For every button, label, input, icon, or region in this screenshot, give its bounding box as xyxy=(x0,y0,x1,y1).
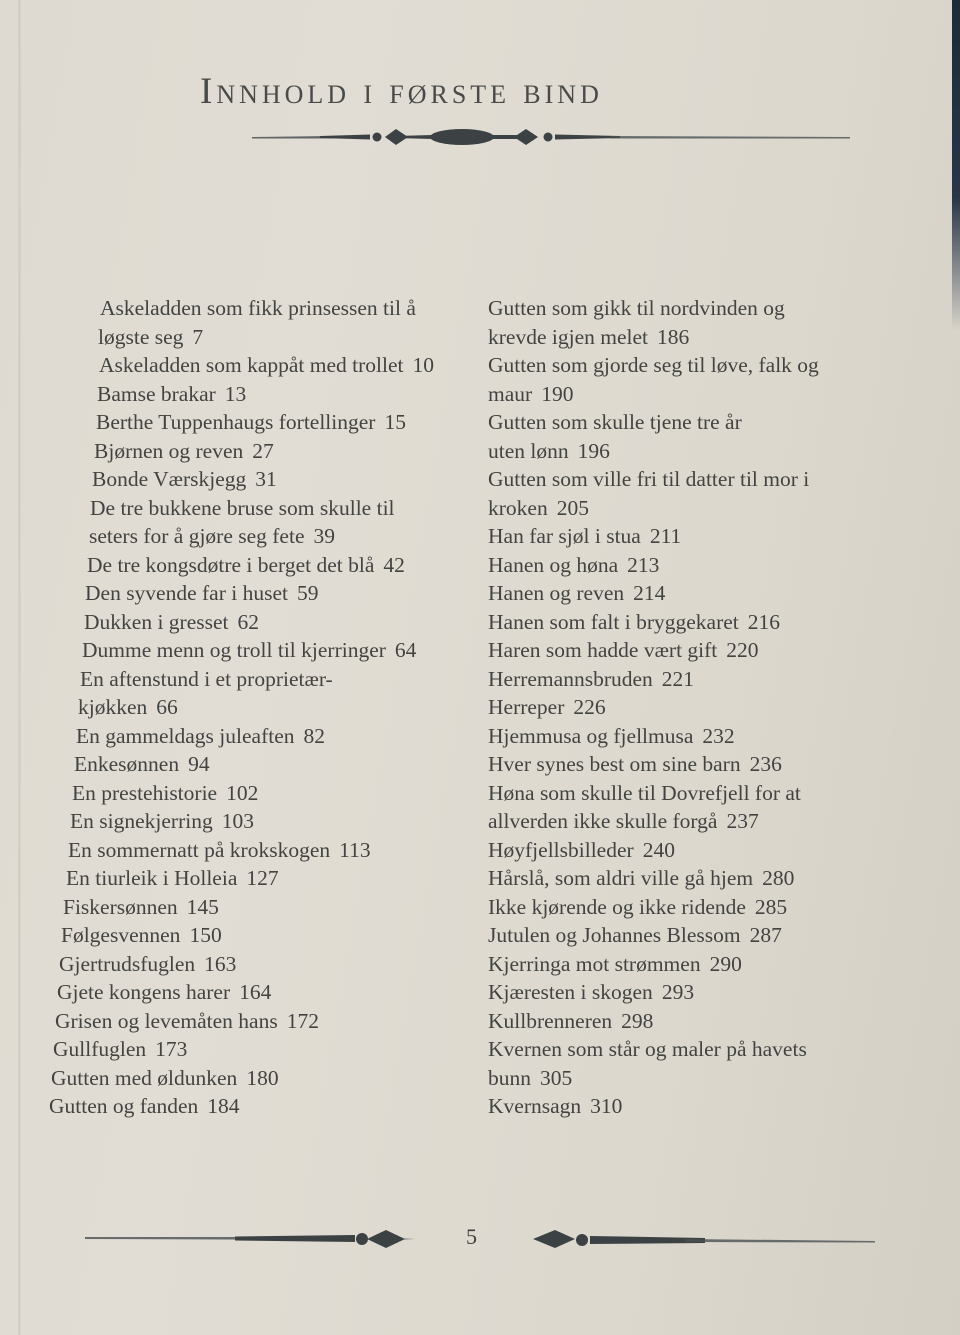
toc-entry-title: En aftenstund i et proprietær- xyxy=(80,666,333,691)
toc-entry-title: Jutulen og Johannes Blessom xyxy=(488,923,741,947)
toc-entry xyxy=(0,1092,470,1121)
toc-entry-title: Bonde Værskjegg xyxy=(92,467,247,491)
toc-entry xyxy=(0,1035,470,1064)
toc-entry xyxy=(0,779,470,808)
toc-entry-page-number: 240 xyxy=(642,837,675,862)
toc-entry-title-continued-text: uten lønn xyxy=(488,438,569,463)
toc-entry-page-number: 7 xyxy=(192,324,204,349)
toc-entry xyxy=(488,921,908,950)
toc-entry-title-continued xyxy=(488,437,908,466)
toc-entry-page-number: 305 xyxy=(540,1065,573,1090)
toc-entry-title: Gutten som gjorde seg til løve, falk og xyxy=(488,353,819,377)
toc-entry-page-number: 113 xyxy=(339,837,371,862)
toc-entry xyxy=(0,950,470,979)
toc-entry-page-number: 237 xyxy=(726,809,759,833)
toc-entry-page-number: 298 xyxy=(621,1008,654,1033)
toc-entry xyxy=(488,864,908,893)
toc-entry xyxy=(488,665,908,694)
toc-entry-page-number: 150 xyxy=(189,923,222,947)
toc-entry xyxy=(0,1064,470,1093)
toc-entry-title: Kullbrenneren xyxy=(488,1008,613,1033)
toc-entry xyxy=(0,579,470,608)
toc-entry-page-number: 82 xyxy=(303,723,326,748)
toc-entry-title: Gutten som gikk til nordvinden og xyxy=(488,296,785,320)
toc-entry-page-number: 13 xyxy=(224,381,247,406)
toc-entry-page-number: 64 xyxy=(394,638,417,662)
toc-entry xyxy=(488,294,908,351)
toc-entry-title-continued xyxy=(78,693,470,722)
toc-entry-page-number: 214 xyxy=(633,581,666,605)
toc-entry-title: Askeladden som fikk prinsessen til å xyxy=(100,296,416,320)
toc-entry xyxy=(488,1007,908,1036)
toc-entry-page-number: 66 xyxy=(156,695,178,719)
toc-right-column xyxy=(488,294,908,1121)
toc-entry xyxy=(488,750,908,779)
toc-entry-page-number: 290 xyxy=(709,951,742,976)
toc-entry-title-continued xyxy=(98,323,470,352)
toc-entry-title-continued xyxy=(488,380,908,409)
toc-entry xyxy=(0,921,470,950)
toc-entry-title-continued-text: maur xyxy=(488,381,533,406)
toc-entry-page-number: 196 xyxy=(577,438,610,463)
toc-entry xyxy=(0,351,470,380)
toc-entry-page-number: 285 xyxy=(754,894,788,919)
toc-entry-title-continued-text: kjøkken xyxy=(78,695,148,719)
toc-entry xyxy=(488,978,908,1007)
toc-entry-page-number: 213 xyxy=(627,552,660,577)
toc-entry xyxy=(488,579,908,608)
toc-entry-page-number: 145 xyxy=(186,894,219,919)
toc-entry-page-number: 172 xyxy=(286,1008,319,1033)
toc-entry-title: Hanen og høna xyxy=(488,552,619,577)
toc-entry-title: Kvernsagn xyxy=(488,1094,582,1118)
toc-entry-title: Herremannsbruden xyxy=(488,666,653,691)
background-edge xyxy=(952,0,960,330)
toc-entry-title: Bjørnen og reven xyxy=(94,438,244,463)
toc-entry-page-number: 226 xyxy=(573,695,606,719)
toc-entry-page-number: 127 xyxy=(246,866,279,890)
toc-entry-page-number: 42 xyxy=(383,552,405,577)
toc-entry-page-number: 310 xyxy=(590,1094,623,1118)
toc-entry-title: Fiskersønnen xyxy=(63,894,178,919)
toc-entry-title-continued-text: kroken xyxy=(488,495,548,520)
toc-entry-page-number: 287 xyxy=(749,923,782,947)
toc-entry-title-continued xyxy=(488,807,908,836)
toc-entry xyxy=(0,465,470,494)
toc-entry-page-number: 173 xyxy=(155,1037,188,1061)
toc-entry-page-number: 15 xyxy=(384,410,406,434)
toc-entry-title-continued-text: løgste seg xyxy=(98,324,184,349)
toc-entry xyxy=(488,722,908,751)
toc-entry xyxy=(0,836,470,865)
toc-entry-title-continued-text: bunn xyxy=(488,1065,531,1090)
toc-entry-title: Bamse brakar xyxy=(97,381,216,406)
toc-entry-title: En prestehistorie xyxy=(72,780,218,805)
toc-entry-page-number: 39 xyxy=(313,524,335,548)
page-number: 5 xyxy=(466,1224,477,1249)
toc-entry xyxy=(488,1035,908,1092)
toc-entry-title-continued xyxy=(488,323,908,352)
toc-entry-title: Følgesvennen xyxy=(61,923,181,947)
toc-entry-title: Hanen og reven xyxy=(488,581,625,605)
toc-left-column xyxy=(0,294,470,1121)
toc-entry-page-number: 190 xyxy=(541,381,574,406)
toc-entry-page-number: 184 xyxy=(207,1094,240,1118)
toc-entry-page-number: 164 xyxy=(239,980,272,1004)
toc-entry-title: De tre bukkene bruse som skulle til xyxy=(90,495,395,520)
toc-entry-title-continued-text: allverden ikke skulle forgå xyxy=(488,809,718,833)
toc-entry-title: Høyfjellsbilleder xyxy=(488,837,634,862)
toc-entry xyxy=(0,978,470,1007)
toc-entry-title: Gutten som ville fri til datter til mor i xyxy=(488,467,810,491)
toc-entry-title: Gullfuglen xyxy=(53,1037,147,1061)
toc-entry-page-number: 211 xyxy=(649,524,682,548)
toc-entry-page-number: 232 xyxy=(702,723,735,748)
toc-entry-title-continued xyxy=(89,522,470,551)
toc-entry-page-number: 102 xyxy=(226,780,259,805)
divider-ornament-bottom-icon xyxy=(85,1222,875,1258)
toc-entry-title: Gutten og fanden xyxy=(49,1094,199,1118)
toc-entry-title: Gutten som skulle tjene tre år xyxy=(488,410,742,434)
toc-entry-title: Dukken i gresset xyxy=(84,609,229,634)
toc-entry-page-number: 10 xyxy=(412,353,435,377)
toc-entry-title: Haren som hadde vært gift xyxy=(488,638,718,662)
toc-entry-page-number: 163 xyxy=(204,951,237,976)
toc-entry-page-number: 280 xyxy=(762,866,795,890)
toc-entry xyxy=(0,1007,470,1036)
toc-entry-title: Berthe Tuppenhaugs fortellinger xyxy=(96,410,376,434)
toc-entry-title: Han far sjøl i stua xyxy=(488,524,641,548)
toc-entry xyxy=(488,522,908,551)
toc-entry-title: En sommernatt på krokskogen xyxy=(68,837,331,862)
toc-entry xyxy=(488,465,908,522)
toc-entry-title: Dumme menn og troll til kjerringer xyxy=(82,638,386,662)
toc-entry-title: Askeladden som kappåt med trollet xyxy=(99,353,404,377)
toc-entry xyxy=(0,807,470,836)
toc-entry xyxy=(488,1092,908,1121)
toc-entry xyxy=(488,893,908,922)
toc-entry-title: Hanen som falt i bryggekaret xyxy=(488,609,739,634)
toc-entry xyxy=(488,608,908,637)
toc-entry-title: Gutten med øldunken xyxy=(51,1065,238,1090)
toc-entry-page-number: 59 xyxy=(297,581,319,605)
toc-entry-page-number: 94 xyxy=(188,752,210,776)
toc-entry xyxy=(0,408,470,437)
toc-entry-title: Den syvende far i huset xyxy=(85,581,288,605)
toc-entry xyxy=(0,665,470,722)
toc-entry xyxy=(0,750,470,779)
toc-entry xyxy=(488,950,908,979)
toc-entry xyxy=(0,893,470,922)
toc-entry-title-continued-text: seters for å gjøre seg fete xyxy=(89,524,305,548)
toc-entry-page-number: 221 xyxy=(661,666,695,691)
toc-entry-title: En signekjerring xyxy=(70,809,213,833)
toc-entry-page-number: 205 xyxy=(556,495,589,520)
toc-entry xyxy=(0,551,470,580)
toc-entry xyxy=(0,380,470,409)
toc-entry-page-number: 220 xyxy=(726,638,759,662)
toc-entry xyxy=(0,636,470,665)
toc-entry xyxy=(488,408,908,465)
toc-entry-title: Hårslå, som aldri ville gå hjem xyxy=(488,866,754,890)
toc-entry-title: Hjemmusa og fjellmusa xyxy=(488,723,694,748)
toc-entry xyxy=(488,351,908,408)
toc-entry xyxy=(488,636,908,665)
toc-entry-title: Gjete kongens harer xyxy=(57,980,231,1004)
toc-entry-title: Hver synes best om sine barn xyxy=(488,752,741,776)
toc-entry-page-number: 216 xyxy=(747,609,780,634)
divider-ornament-top-icon xyxy=(200,120,850,156)
toc-entry-title: Gjertrudsfuglen xyxy=(59,951,196,976)
toc-entry xyxy=(0,608,470,637)
toc-entry-page-number: 27 xyxy=(252,438,274,463)
toc-entry xyxy=(0,294,470,351)
toc-entry-page-number: 103 xyxy=(221,809,254,833)
toc-entry xyxy=(488,693,908,722)
toc-entry-page-number: 186 xyxy=(657,324,690,349)
toc-entry-page-number: 31 xyxy=(255,467,277,491)
toc-entry-title: Høna som skulle til Dovrefjell for at xyxy=(488,780,801,805)
toc-entry-title: Enkesønnen xyxy=(74,752,180,776)
toc-entry xyxy=(488,836,908,865)
toc-entry xyxy=(488,551,908,580)
toc-entry-title: Herreper xyxy=(488,695,565,719)
toc-entry-title: Grisen og levemåten hans xyxy=(55,1008,278,1033)
toc-entry-title: En tiurleik i Holleia xyxy=(66,866,238,890)
toc-entry xyxy=(0,722,470,751)
toc-entry-title: De tre kongsdøtre i berget det blå xyxy=(87,552,375,577)
toc-entry-page-number: 293 xyxy=(661,980,695,1004)
toc-entry-title-continued xyxy=(488,1064,908,1093)
toc-entry-title: Kvernen som står og maler på havets xyxy=(488,1037,807,1061)
toc-entry-page-number: 236 xyxy=(749,752,782,776)
toc-entry-title: Ikke kjørende og ikke ridende xyxy=(488,894,746,919)
toc-entry-page-number: 62 xyxy=(237,609,259,634)
toc-entry-title: Kjerringa mot strømmen xyxy=(488,951,701,976)
toc-entry-title: En gammeldags juleaften xyxy=(76,723,295,748)
toc-entry xyxy=(0,864,470,893)
toc-entry xyxy=(0,437,470,466)
toc-entry-title: Kjæresten i skogen xyxy=(488,980,653,1004)
page-title: Innhold i første bind xyxy=(200,71,603,112)
toc-entry-title-continued-text: krevde igjen melet xyxy=(488,324,648,349)
toc-entry-page-number: 180 xyxy=(246,1065,279,1090)
toc-entry xyxy=(488,779,908,836)
toc-entry xyxy=(0,494,470,551)
toc-entry-title-continued xyxy=(488,494,908,523)
